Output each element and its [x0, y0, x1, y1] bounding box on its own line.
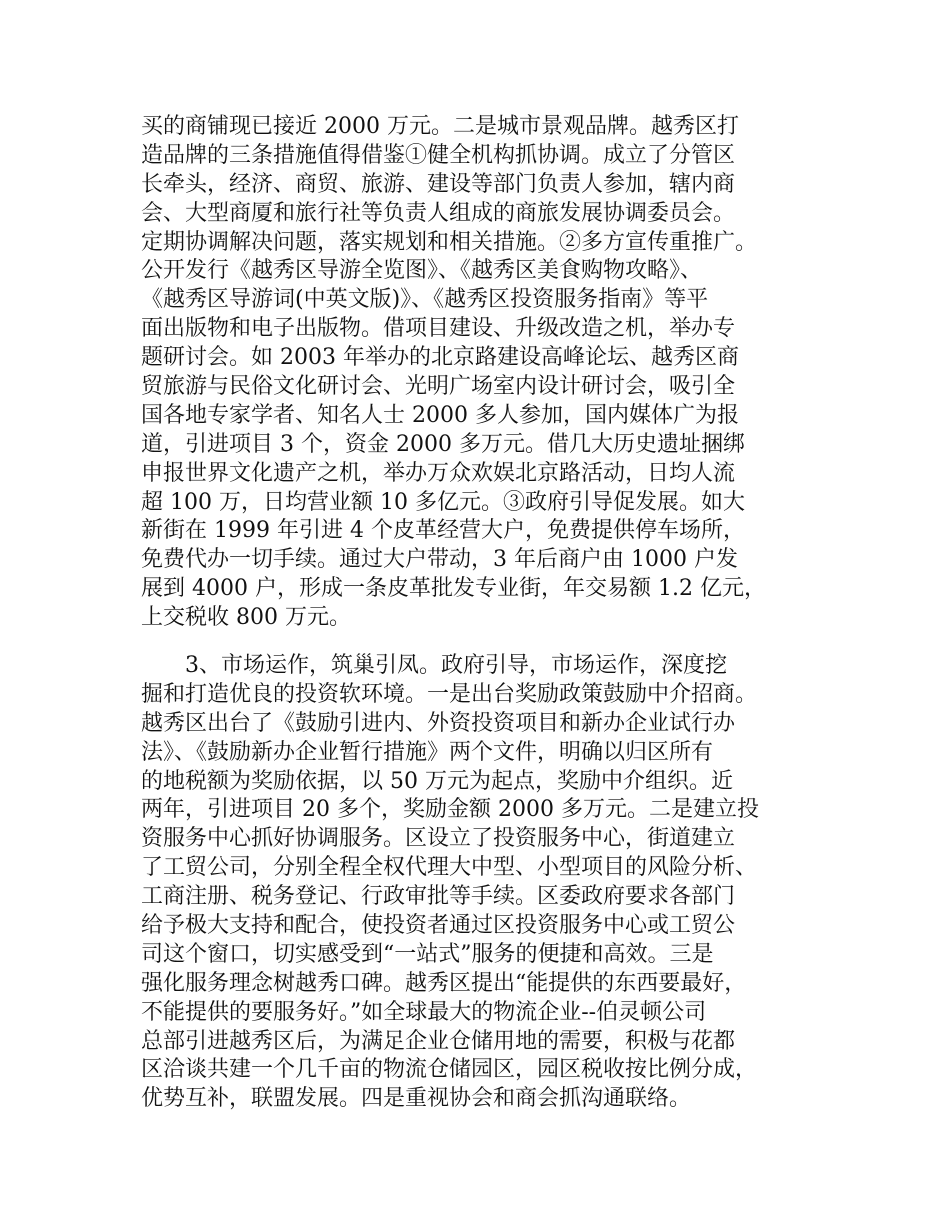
text-line: 法》、《鼓励新办企业暂行措施》两个文件，明确以归区所有 [141, 739, 714, 765]
text-line: 面出版物和电子出版物。借项目建设、升级改造之机，举办专 [141, 316, 736, 342]
text-line: 申报世界文化遗产之机，举办万众欢娱北京路活动，日均人流 [141, 460, 736, 486]
text-line: 免费代办一切手续。通过大户带动，3 年后商户由 1000 户发 [141, 547, 738, 573]
text-line: 优势互补，联盟发展。四是重视协会和商会抓沟通联络。 [141, 1086, 692, 1112]
text-line: 区洽谈共建一个几千亩的物流仓储园区，园区税收按比例分成， [141, 1057, 758, 1083]
text-line: 的地税额为奖励依据，以 50 万元为起点，奖励中介组织。近 [141, 768, 733, 794]
text-line: 定期协调解决问题，落实规划和相关措施。②多方宣传重推广。 [141, 229, 758, 255]
paragraph-1 [141, 113, 831, 633]
text-line: 掘和打造优良的投资软环境。一是出台奖励政策鼓励中介招商。 [141, 681, 758, 707]
text-line: 造品牌的三条措施值得借鉴①健全机构抓协调。成立了分管区 [141, 142, 736, 168]
text-line: 上交税收 800 万元。 [141, 605, 351, 631]
text-line: 展到 4000 户，形成一条皮革批发专业街，年交易额 1.2 亿元， [141, 576, 766, 602]
text-line: 给予极大支持和配合，使投资者通过区投资服务中心或工贸公 [141, 913, 736, 939]
text-line: 公开发行《越秀区导游全览图》、《越秀区美食购物攻略》、 [141, 258, 703, 284]
text-line: 总部引进越秀区后，为满足企业仓储用地的需要，积极与花都 [141, 1028, 736, 1054]
text-line: 司这个窗口，切实感受到“一站式”服务的便捷和高效。三是 [141, 941, 714, 967]
text-line: 两年，引进项目 20 多个，奖励金额 2000 多万元。二是建立投 [141, 797, 759, 823]
text-line: 买的商铺现已接近 2000 万元。二是城市景观品牌。越秀区打 [141, 114, 739, 139]
text-line: 《越秀区导游词(中英文版)》、《越秀区投资服务指南》等平 [141, 287, 709, 313]
text-line: 越秀区出台了《鼓励引进内、外资投资项目和新办企业试行办 [141, 710, 736, 736]
text-line: 道，引进项目 3 个，资金 2000 多万元。借几大历史遗址捆绑 [141, 431, 745, 457]
text-line: 3、市场运作，筑巢引凤。政府引导，市场运作，深度挖 [141, 653, 727, 678]
text-line: 会、大型商厦和旅行社等负责人组成的商旅发展协调委员会。 [141, 200, 736, 226]
text-line: 资服务中心抓好协调服务。区设立了投资服务中心，街道建立 [141, 826, 736, 852]
text-line: 了工贸公司，分别全程全权代理大中型、小型项目的风险分析、 [141, 855, 758, 881]
text-line: 贸旅游与民俗文化研讨会、光明广场室内设计研讨会，吸引全 [141, 374, 736, 400]
text-line: 工商注册、税务登记、行政审批等手续。区委政府要求各部门 [141, 884, 736, 910]
text-line: 超 100 万，日均营业额 10 多亿元。③政府引导促发展。如大 [141, 489, 745, 515]
text-line: 国各地专家学者、知名人士 2000 多人参加，国内媒体广为报 [141, 402, 739, 428]
text-line: 不能提供的要服务好。”如全球最大的物流企业--伯灵顿公司 [141, 999, 707, 1025]
paragraph-2 [141, 652, 831, 1114]
text-line: 新街在 1999 年引进 4 个皮革经营大户，免费提供停车场所， [141, 518, 745, 544]
text-line: 强化服务理念树越秀口碑。越秀区提出“能提供的东西要最好， [141, 970, 747, 996]
text-line: 长牵头，经济、商贸、旅游、建设等部门负责人参加，辖内商 [141, 171, 736, 197]
text-line: 题研讨会。如 2003 年举办的北京路建设高峰论坛、越秀区商 [141, 345, 739, 371]
